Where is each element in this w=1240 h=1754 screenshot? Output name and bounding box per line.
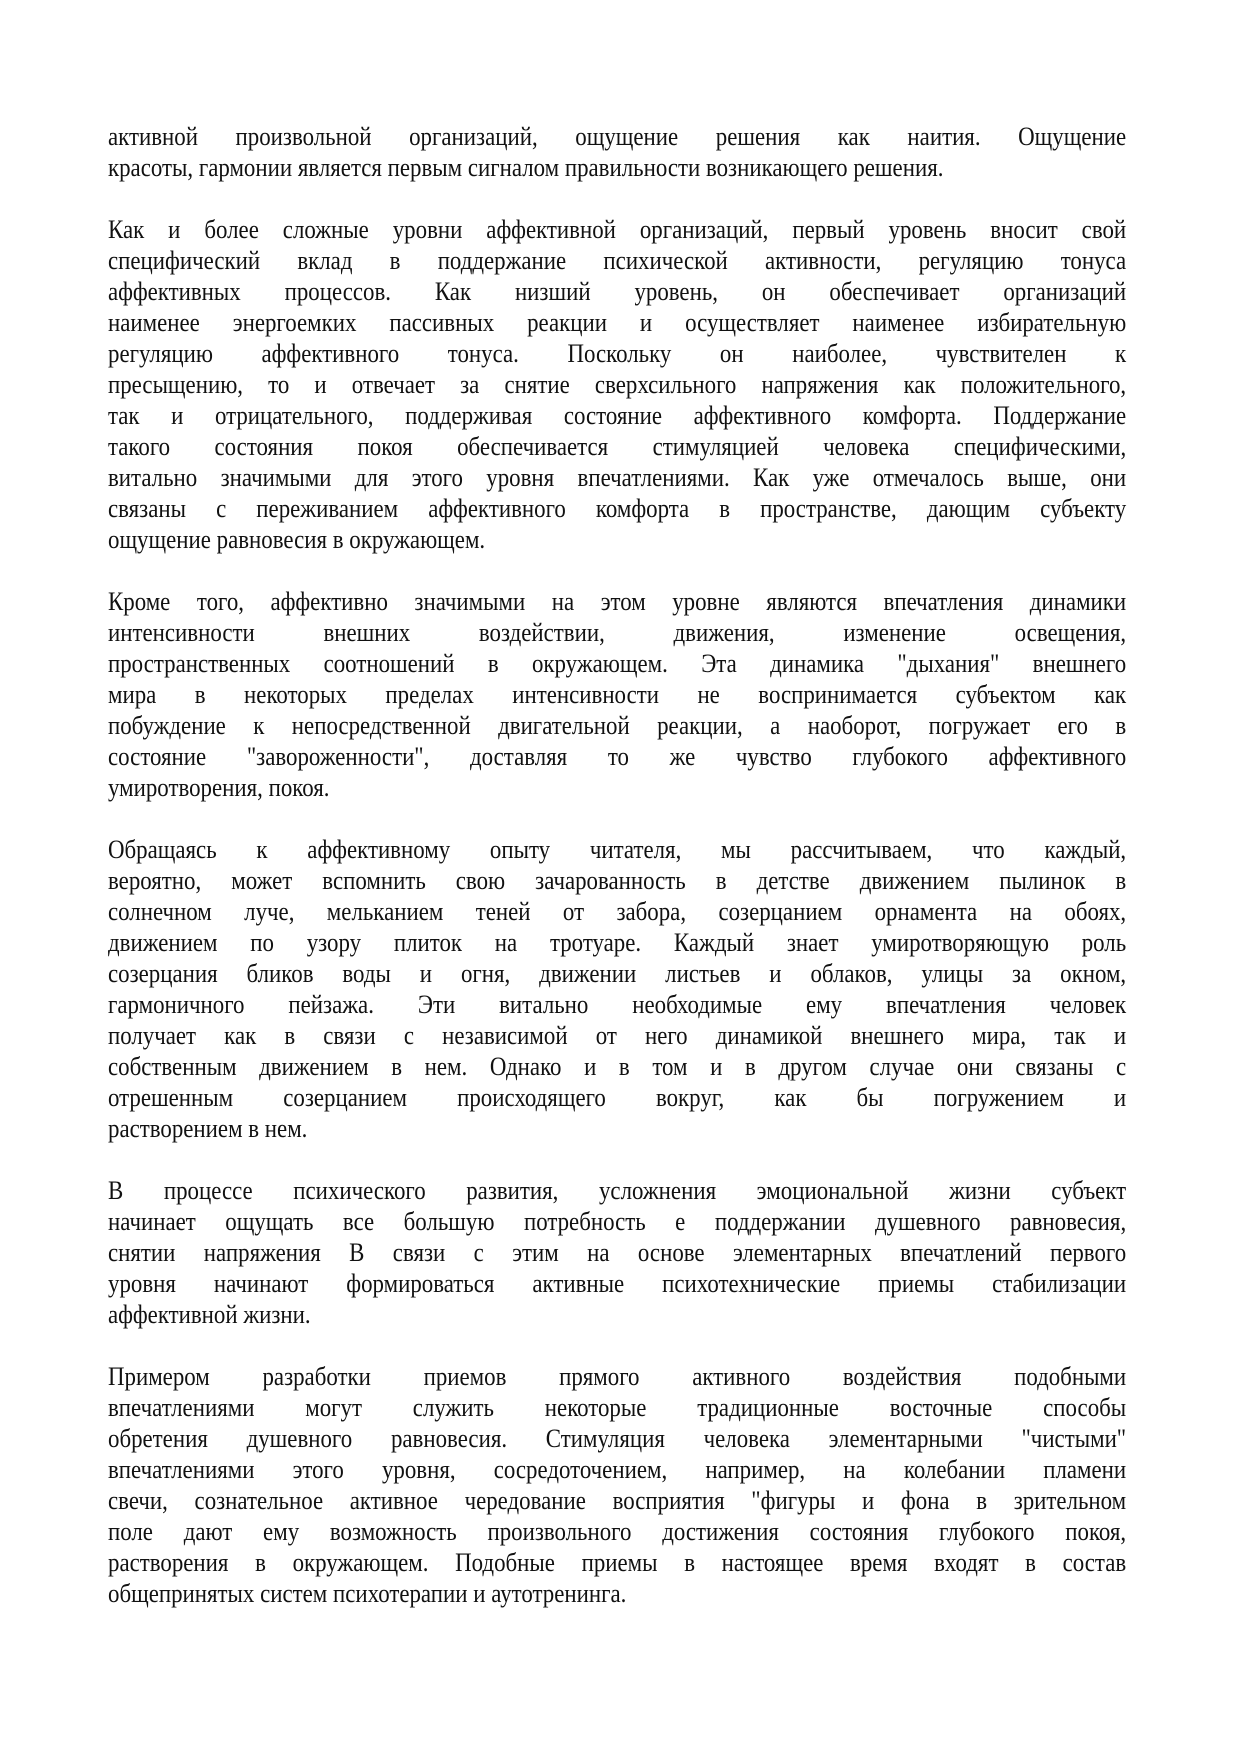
text-line: аффективных процессов. Как низший уровень, он обеспечивает организаций	[108, 277, 1127, 306]
text-line: регуляцию аффективного тонуса. Поскольку он наиболее, чувствителен к	[108, 339, 1127, 368]
text-line: В процессе психического развития, усложнения эмоциональной жизни субъект	[108, 1176, 1127, 1205]
text-line: начинает ощущать все большую потребность е поддержании душевного равновесия,	[108, 1207, 1127, 1236]
text-line: активной произвольной организаций, ощущение решения как наития. Ощущение	[108, 122, 1127, 151]
text-line: Обращаясь к аффективному опыту читателя, мы рассчитываем, что каждый,	[108, 835, 1127, 864]
text-line: такого состояния покоя обеспечивается стимуляцией человека специфическими,	[108, 432, 1127, 461]
text-line: растворением в нем.	[108, 1114, 308, 1143]
text-line: Как и более сложные уровни аффективной организаций, первый уровень вносит свой	[108, 215, 1127, 244]
text-line: обретения душевного равновесия. Стимуляция человека элементарными "чистыми"	[108, 1424, 1127, 1453]
text-line: мира в некоторых пределах интенсивности не воспринимается субъектом как	[108, 680, 1127, 709]
text-line: общепринятых систем психотерапии и аутотренинга.	[108, 1579, 627, 1608]
text-line: побуждение к непосредственной двигательной реакции, а наоборот, погружает его в	[108, 711, 1127, 740]
paragraph	[108, 1361, 1126, 1609]
text-line: пространственных соотношений в окружающем. Эта динамика "дыхания" внешнего	[108, 649, 1127, 678]
text-line: связаны с переживанием аффективного комфорта в пространстве, дающим субъекту	[108, 494, 1127, 523]
paragraph	[108, 121, 1126, 183]
text-line: гармоничного пейзажа. Эти витально необходимые ему впечатления человек	[108, 990, 1127, 1019]
text-line: собственным движением в нем. Однако и в том и в другом случае они связаны с	[108, 1052, 1127, 1081]
text-line: получает как в связи с независимой от него динамикой внешнего мира, так и	[108, 1021, 1127, 1050]
text-line: состояние "завороженности", доставляя то же чувство глубокого аффективного	[108, 742, 1127, 771]
text-line: интенсивности внешних воздействии, движения, изменение освещения,	[108, 618, 1127, 647]
text-line: умиротворения, покоя.	[108, 773, 330, 802]
text-line: специфический вклад в поддержание психической активности, регуляцию тонуса	[108, 246, 1127, 275]
text-line: движением по узору плиток на тротуаре. Каждый знает умиротворяющую роль	[108, 928, 1127, 957]
text-line: аффективной жизни.	[108, 1300, 311, 1329]
paragraph	[108, 586, 1126, 803]
paragraph	[108, 834, 1126, 1144]
text-line: наименее энергоемких пассивных реакции и осуществляет наименее избирательную	[108, 308, 1127, 337]
text-line: впечатлениями могут служить некоторые традиционные восточные способы	[108, 1393, 1127, 1422]
text-line: так и отрицательного, поддерживая состояние аффективного комфорта. Поддержание	[108, 401, 1127, 430]
paragraph	[108, 1175, 1126, 1330]
text-line: растворения в окружающем. Подобные приемы в настоящее время входят в состав	[108, 1548, 1127, 1577]
document-page	[108, 121, 1126, 1640]
text-line: отрешенным созерцанием происходящего вокруг, как бы погружением и	[108, 1083, 1127, 1112]
text-line: снятии напряжения В связи с этим на основе элементарных впечатлений первого	[108, 1238, 1127, 1267]
text-line: впечатлениями этого уровня, сосредоточением, например, на колебании пламени	[108, 1455, 1127, 1484]
text-line: Кроме того, аффективно значимыми на этом уровне являются впечатления динамики	[108, 587, 1127, 616]
paragraph	[108, 214, 1126, 555]
text-line: свечи, сознательное активное чередование восприятия "фигуры и фона в зрительном	[108, 1486, 1127, 1515]
text-line: солнечном луче, мельканием теней от забора, созерцанием орнамента на обоях,	[108, 897, 1127, 926]
text-line: уровня начинают формироваться активные психотехнические приемы стабилизации	[108, 1269, 1127, 1298]
text-line: ощущение равновесия в окружающем.	[108, 525, 486, 554]
text-line: созерцания бликов воды и огня, движении листьев и облаков, улицы за окном,	[108, 959, 1127, 988]
text-line: Примером разработки приемов прямого активного воздействия подобными	[108, 1362, 1127, 1391]
text-line: красоты, гармонии является первым сигналом правильности возникающего решения.	[108, 153, 944, 182]
text-line: пресыщению, то и отвечает за снятие сверхсильного напряжения как положительного,	[108, 370, 1127, 399]
text-line: вероятно, может вспомнить свою зачарованность в детстве движением пылинок в	[108, 866, 1127, 895]
text-line: поле дают ему возможность произвольного достижения состояния глубокого покоя,	[108, 1517, 1127, 1546]
text-line: витально значимыми для этого уровня впечатлениями. Как уже отмечалось выше, они	[108, 463, 1127, 492]
